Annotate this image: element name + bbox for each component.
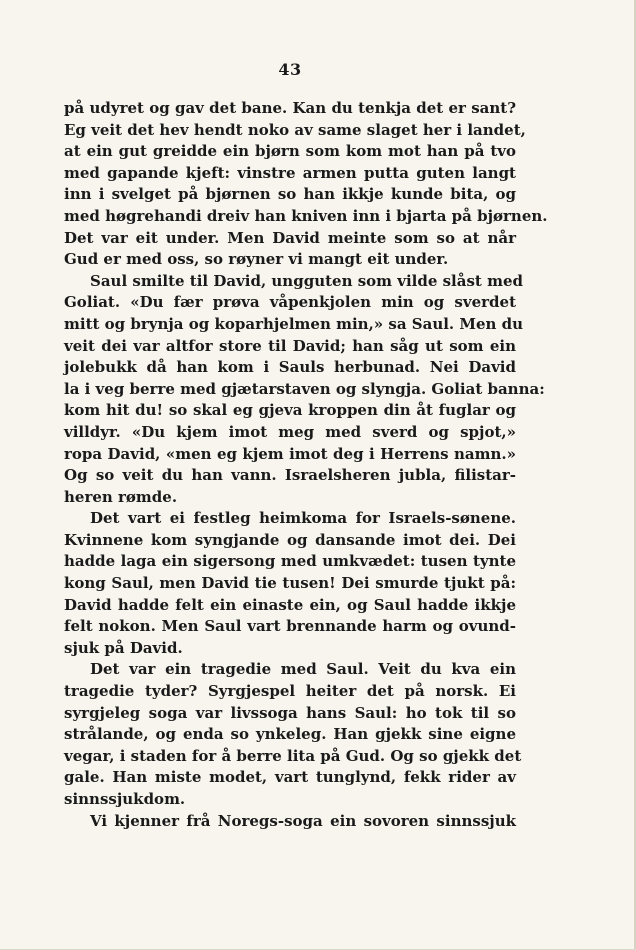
- text-line: mitt og brynja og koparhjelmen min,» sa Saul. Men du: [64, 314, 524, 333]
- text-line: kong Saul, men David tie tusen! Dei smurde tjukt på:: [64, 574, 516, 593]
- text-line: Det var eit under. Men David meinte som so at når: [64, 228, 516, 247]
- text-line: inn i svelget på bjørnen so han ikkje kunde bita, og: [64, 185, 516, 204]
- text-line: felt nokon. Men Saul vart brennande harm og ovund-: [64, 617, 516, 636]
- text-line: villdyr. «Du kjem imot meg med sverd og spjot,»: [64, 422, 516, 441]
- text-line: sjuk på David.: [64, 638, 183, 657]
- text-line: la i veg berre med gjætarstaven og slyngja. Goliat banna:: [64, 379, 545, 398]
- text-line: Kvinnene kom syngjande og dansande imot dei. Dei: [64, 530, 516, 549]
- text-line: sinnssjukdom.: [64, 790, 186, 808]
- text-line: Og so veit du han vann. Israelsheren jubla, filistar-: [64, 466, 516, 485]
- text-line: Saul smilte til David, ungguten som vilde slåst med: [90, 271, 523, 290]
- text-line: Eg veit det hev hendt noko av same slaget her i landet,: [64, 120, 526, 139]
- text-line: Goliat. «Du fær prøva våpenkjolen min og sverdet: [64, 293, 516, 312]
- text-line: heren rømde.: [64, 487, 178, 506]
- page-number: 43: [278, 60, 302, 79]
- text-line: med gapande kjeft: vinstre armen putta guten langt: [64, 163, 516, 182]
- body-text: [64, 98, 548, 832]
- text-line: Gud er med oss, so røyner vi mangt eit under.: [64, 250, 449, 269]
- text-line: syrgjeleg soga var livssoga hans Saul: ho tok til so: [64, 703, 516, 722]
- text-line: Det vart ei festleg heimkoma for Israels-sønene.: [90, 509, 516, 528]
- text-line: gale. Han miste modet, vart tunglynd, fekk rider av: [64, 768, 516, 787]
- text-line: jolebukk då han kom i Sauls herbunad. Nei David: [64, 358, 516, 377]
- text-line: at ein gut greidde ein bjørn som kom mot han på tvo: [64, 142, 516, 161]
- text-line: vegar, i staden for å berre lita på Gud. Og so gjekk det: [64, 746, 522, 765]
- text-line: på udyret og gav det bane. Kan du tenkja det er sant?: [64, 99, 516, 117]
- text-line: veit dei var altfor store til David; han såg ut som ein: [64, 336, 516, 355]
- text-line: tragedie tyder? Syrgjespel heiter det på norsk. Ei: [64, 682, 516, 701]
- text-line: Vi kjenner frå Noregs-soga ein sovoren sinnssjuk: [90, 811, 516, 830]
- text-line: hadde laga ein sigersong med umkvædet: tusen tynte: [64, 552, 516, 571]
- text-line: strålande, og enda so ynkeleg. Han gjekk sine eigne: [64, 725, 516, 744]
- text-line: David hadde felt ein einaste ein, og Saul hadde ikkje: [64, 595, 516, 614]
- text-line: kom hit du! so skal eg gjeva kroppen din åt fuglar og: [64, 401, 516, 420]
- text-line: ropa David, «men eg kjem imot deg i Herrens namn.»: [64, 444, 516, 463]
- text-line: Det var ein tragedie med Saul. Veit du kva ein: [90, 660, 516, 679]
- text-line: med høgrehandi dreiv han kniven inn i bjarta på bjørnen.: [64, 206, 548, 225]
